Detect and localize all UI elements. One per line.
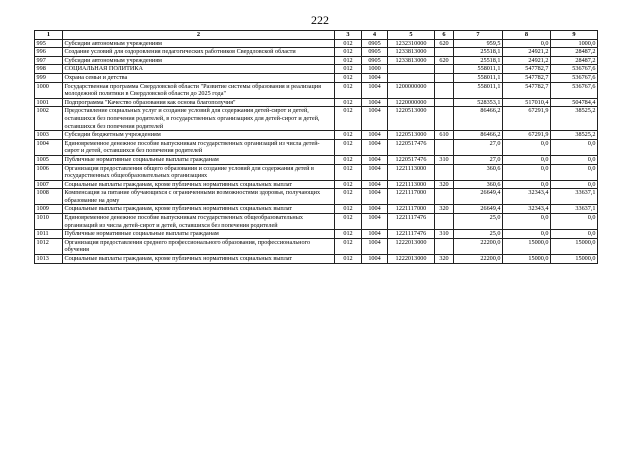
- expense-type: 320: [435, 205, 454, 214]
- amount-year-1: 22200,0: [454, 238, 503, 254]
- ministry-code: 012: [335, 56, 362, 65]
- ministry-code: 012: [335, 48, 362, 57]
- amount-year-3: 536767,6: [551, 73, 598, 82]
- section-code: 1004: [362, 230, 388, 239]
- target-code: [388, 73, 435, 82]
- section-code: 1004: [362, 139, 388, 155]
- amount-year-2: 0,0: [503, 214, 551, 230]
- section-code: 0905: [362, 56, 388, 65]
- table-row: [35, 230, 598, 239]
- amount-year-1: 959,5: [454, 39, 503, 48]
- column-header-4: 4: [362, 31, 388, 40]
- amount-year-2: 0,0: [503, 230, 551, 239]
- row-name: Создание условий для оздоровления педагогических работников Свердловской области: [63, 48, 335, 57]
- amount-year-3: 38525,2: [551, 107, 598, 131]
- expense-type: 620: [435, 39, 454, 48]
- amount-year-2: 547782,7: [503, 65, 551, 74]
- row-name: Организация предоставления общего образования и создание условий для содержания детей в государственных общеобразовательных организациях: [63, 164, 335, 180]
- amount-year-2: 0,0: [503, 164, 551, 180]
- target-code: 1221117476: [388, 230, 435, 239]
- table-row: [35, 107, 598, 131]
- amount-year-1: 22200,0: [454, 255, 503, 264]
- amount-year-1: 360,6: [454, 180, 503, 189]
- table-row: [35, 139, 598, 155]
- section-code: 1004: [362, 107, 388, 131]
- row-name: Социальные выплаты гражданам, кроме публичных нормативных социальных выплат: [63, 205, 335, 214]
- target-code: 1233813000: [388, 48, 435, 57]
- table-body: [35, 39, 598, 263]
- target-code: 1220000000: [388, 98, 435, 107]
- amount-year-1: 558011,1: [454, 82, 503, 98]
- amount-year-2: 32343,4: [503, 189, 551, 205]
- row-name: Публичные нормативные социальные выплаты гражданам: [63, 230, 335, 239]
- amount-year-1: 86466,2: [454, 131, 503, 140]
- row-number: 1000: [35, 82, 63, 98]
- table-header-row: [35, 31, 598, 40]
- table-row: [35, 82, 598, 98]
- expense-type: [435, 164, 454, 180]
- amount-year-2: 547782,7: [503, 82, 551, 98]
- target-code: [388, 65, 435, 74]
- table-row: [35, 98, 598, 107]
- amount-year-2: 15000,0: [503, 238, 551, 254]
- section-code: 1004: [362, 73, 388, 82]
- target-code: 1221113000: [388, 164, 435, 180]
- target-code: 1221117000: [388, 205, 435, 214]
- table-row: [35, 65, 598, 74]
- amount-year-3: 38525,2: [551, 131, 598, 140]
- ministry-code: 012: [335, 98, 362, 107]
- section-code: 1004: [362, 98, 388, 107]
- ministry-code: 012: [335, 180, 362, 189]
- row-number: 999: [35, 73, 63, 82]
- expense-type: 310: [435, 155, 454, 164]
- amount-year-1: 86466,2: [454, 107, 503, 131]
- row-name: Субсидии автономным учреждениям: [63, 39, 335, 48]
- amount-year-1: 528353,1: [454, 98, 503, 107]
- expense-type: [435, 98, 454, 107]
- table-row: [35, 164, 598, 180]
- row-number: 1004: [35, 139, 63, 155]
- amount-year-1: 25,0: [454, 214, 503, 230]
- row-number: 1010: [35, 214, 63, 230]
- ministry-code: 012: [335, 164, 362, 180]
- target-code: 1200000000: [388, 82, 435, 98]
- amount-year-1: 26649,4: [454, 189, 503, 205]
- column-header-8: 8: [503, 31, 551, 40]
- section-code: 1004: [362, 214, 388, 230]
- expense-type: [435, 82, 454, 98]
- target-code: 1232310000: [388, 39, 435, 48]
- expense-type: 620: [435, 56, 454, 65]
- row-number: 1011: [35, 230, 63, 239]
- amount-year-1: 27,0: [454, 139, 503, 155]
- row-number: 1001: [35, 98, 63, 107]
- ministry-code: 012: [335, 255, 362, 264]
- amount-year-2: 32343,4: [503, 205, 551, 214]
- amount-year-3: 504784,4: [551, 98, 598, 107]
- row-name: Субсидии автономным учреждениям: [63, 56, 335, 65]
- amount-year-2: 67291,9: [503, 107, 551, 131]
- ministry-code: 012: [335, 155, 362, 164]
- expense-type: 310: [435, 230, 454, 239]
- row-number: 995: [35, 39, 63, 48]
- table-row: [35, 180, 598, 189]
- row-number: 1002: [35, 107, 63, 131]
- table-row: [35, 205, 598, 214]
- column-header-9: 9: [551, 31, 598, 40]
- section-code: 0905: [362, 39, 388, 48]
- table-row: [35, 48, 598, 57]
- ministry-code: 012: [335, 82, 362, 98]
- ministry-code: 012: [335, 230, 362, 239]
- ministry-code: 012: [335, 39, 362, 48]
- expense-type: 610: [435, 131, 454, 140]
- expense-type: [435, 48, 454, 57]
- amount-year-3: 0,0: [551, 164, 598, 180]
- amount-year-1: 27,0: [454, 155, 503, 164]
- row-name: Единовременное денежное пособие выпускникам государственных организаций из числа детей-сирот и детей, оставшихся без попечения родителей: [63, 139, 335, 155]
- amount-year-3: 0,0: [551, 139, 598, 155]
- column-header-6: 6: [435, 31, 454, 40]
- amount-year-1: 558011,1: [454, 65, 503, 74]
- table-row: [35, 255, 598, 264]
- amount-year-2: 15000,0: [503, 255, 551, 264]
- target-code: 1222013000: [388, 255, 435, 264]
- row-name: Социальные выплаты гражданам, кроме публичных нормативных социальных выплат: [63, 255, 335, 264]
- amount-year-2: 0,0: [503, 180, 551, 189]
- row-number: 1003: [35, 131, 63, 140]
- section-code: 1000: [362, 65, 388, 74]
- amount-year-1: 25518,1: [454, 56, 503, 65]
- target-code: 1221117476: [388, 214, 435, 230]
- ministry-code: 012: [335, 107, 362, 131]
- row-number: 1009: [35, 205, 63, 214]
- section-code: 1004: [362, 205, 388, 214]
- target-code: 1220513000: [388, 131, 435, 140]
- amount-year-2: 0,0: [503, 155, 551, 164]
- amount-year-2: 547782,7: [503, 73, 551, 82]
- amount-year-3: 33637,1: [551, 189, 598, 205]
- target-code: 1221117000: [388, 189, 435, 205]
- row-number: 998: [35, 65, 63, 74]
- budget-table: [34, 30, 598, 264]
- amount-year-2: 24921,2: [503, 48, 551, 57]
- expense-type: [435, 214, 454, 230]
- amount-year-3: 536767,6: [551, 65, 598, 74]
- column-header-5: 5: [388, 31, 435, 40]
- column-header-2: 2: [63, 31, 335, 40]
- amount-year-3: 1000,0: [551, 39, 598, 48]
- table-row: [35, 39, 598, 48]
- amount-year-3: 0,0: [551, 155, 598, 164]
- section-code: 1004: [362, 180, 388, 189]
- amount-year-3: 536767,6: [551, 82, 598, 98]
- row-number: 1006: [35, 164, 63, 180]
- row-number: 1005: [35, 155, 63, 164]
- row-name: Организация предоставления среднего профессионального образования, профессионального обучения: [63, 238, 335, 254]
- expense-type: [435, 238, 454, 254]
- amount-year-3: 33637,1: [551, 205, 598, 214]
- row-number: 1008: [35, 189, 63, 205]
- row-name: Охрана семьи и детства: [63, 73, 335, 82]
- amount-year-3: 28487,2: [551, 56, 598, 65]
- expense-type: [435, 139, 454, 155]
- row-name: СОЦИАЛЬНАЯ ПОЛИТИКА: [63, 65, 335, 74]
- expense-type: [435, 189, 454, 205]
- row-number: 996: [35, 48, 63, 57]
- table-row: [35, 214, 598, 230]
- row-number: 1007: [35, 180, 63, 189]
- amount-year-1: 360,6: [454, 164, 503, 180]
- column-header-3: 3: [335, 31, 362, 40]
- section-code: 1004: [362, 131, 388, 140]
- ministry-code: 012: [335, 65, 362, 74]
- target-code: 1222013000: [388, 238, 435, 254]
- row-name: Социальные выплаты гражданам, кроме публичных нормативных социальных выплат: [63, 180, 335, 189]
- ministry-code: 012: [335, 214, 362, 230]
- amount-year-3: 28487,2: [551, 48, 598, 57]
- section-code: 1004: [362, 82, 388, 98]
- ministry-code: 012: [335, 139, 362, 155]
- row-name: Подпрограмма "Качество образования как основа благополучия": [63, 98, 335, 107]
- row-name: Публичные нормативные социальные выплаты гражданам: [63, 155, 335, 164]
- target-code: 1220513000: [388, 107, 435, 131]
- table-row: [35, 56, 598, 65]
- column-header-7: 7: [454, 31, 503, 40]
- amount-year-1: 26649,4: [454, 205, 503, 214]
- amount-year-3: 15000,0: [551, 238, 598, 254]
- page-number: 222: [311, 13, 329, 27]
- table-row: [35, 73, 598, 82]
- amount-year-3: 15000,0: [551, 255, 598, 264]
- row-name: Предоставление социальных услуг и создание условий для содержания детей-сирот и детей, оставшихся без попечения родителей, в государственных организациях для детей-сирот и детей, оставшихся без попечения родителей: [63, 107, 335, 131]
- amount-year-2: 0,0: [503, 139, 551, 155]
- amount-year-2: 0,0: [503, 39, 551, 48]
- section-code: 1004: [362, 155, 388, 164]
- row-name: Единовременное денежное пособие выпускникам государственных общеобразовательных организаций из числа детей-сирот и детей, оставшихся без попечения родителей: [63, 214, 335, 230]
- amount-year-1: 25518,1: [454, 48, 503, 57]
- expense-type: [435, 73, 454, 82]
- target-code: 1233813000: [388, 56, 435, 65]
- ministry-code: 012: [335, 73, 362, 82]
- expense-type: [435, 107, 454, 131]
- column-header-1: 1: [35, 31, 63, 40]
- ministry-code: 012: [335, 189, 362, 205]
- target-code: 1220517476: [388, 139, 435, 155]
- section-code: 1004: [362, 255, 388, 264]
- row-number: 997: [35, 56, 63, 65]
- ministry-code: 012: [335, 131, 362, 140]
- row-name: Субсидии бюджетным учреждениям: [63, 131, 335, 140]
- row-number: 1012: [35, 238, 63, 254]
- amount-year-3: 0,0: [551, 180, 598, 189]
- amount-year-3: 0,0: [551, 230, 598, 239]
- expense-type: [435, 65, 454, 74]
- table-row: [35, 238, 598, 254]
- section-code: 1004: [362, 189, 388, 205]
- section-code: 1004: [362, 238, 388, 254]
- target-code: 1221113000: [388, 180, 435, 189]
- section-code: 1004: [362, 164, 388, 180]
- row-name: Компенсация за питание обучающихся с ограниченными возможностями здоровья, получающих образование на дому: [63, 189, 335, 205]
- ministry-code: 012: [335, 238, 362, 254]
- table-row: [35, 131, 598, 140]
- amount-year-3: 0,0: [551, 214, 598, 230]
- section-code: 0905: [362, 48, 388, 57]
- row-number: 1013: [35, 255, 63, 264]
- ministry-code: 012: [335, 205, 362, 214]
- row-name: Государственная программа Свердловской области "Развитие системы образования и реализация молодежной политики в Свердловской области до 2025 года": [63, 82, 335, 98]
- table-row: [35, 189, 598, 205]
- amount-year-2: 67291,9: [503, 131, 551, 140]
- expense-type: 320: [435, 255, 454, 264]
- amount-year-2: 24921,2: [503, 56, 551, 65]
- table-row: [35, 155, 598, 164]
- amount-year-1: 558011,1: [454, 73, 503, 82]
- expense-type: 320: [435, 180, 454, 189]
- target-code: 1220517476: [388, 155, 435, 164]
- amount-year-1: 25,0: [454, 230, 503, 239]
- amount-year-2: 517010,4: [503, 98, 551, 107]
